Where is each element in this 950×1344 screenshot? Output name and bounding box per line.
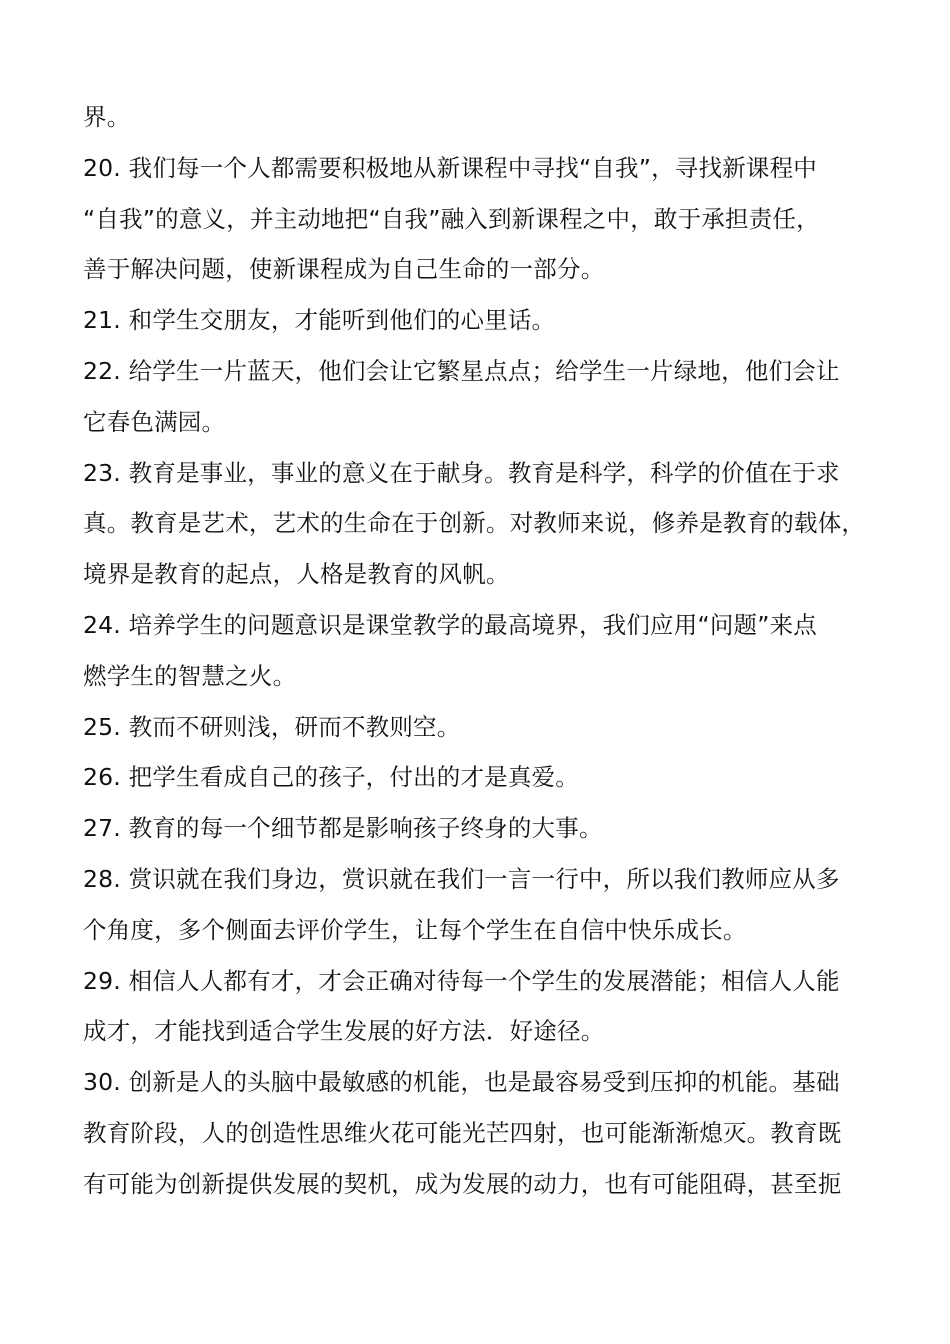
text-line: 26. 把学生看成自己的孩子，付出的才是真爱。 — [83, 763, 579, 792]
text-line: 它春色满园。 — [83, 407, 226, 436]
text-line: 27. 教育的每一个细节都是影响孩子终身的大事。 — [83, 814, 603, 843]
text-line: 21. 和学生交朋友，才能听到他们的心里话。 — [83, 306, 556, 335]
text-line: 22. 给学生一片蓝天，他们会让它繁星点点；给学生一片绿地，他们会让 — [83, 356, 840, 385]
text-line: 25. 教而不研则浅，研而不教则空。 — [83, 712, 461, 741]
text-line: “自我”的意义，并主动地把“自我”融入到新课程之中，敢于承担责任， — [83, 204, 820, 233]
text-line: 界。 — [83, 103, 131, 131]
text-line: 教育阶段，人的创造性思维火花可能光芒四射，也可能渐渐熄灭。教育既 — [83, 1118, 842, 1147]
text-line: 20. 我们每一个人都需要积极地从新课程中寻找“自我”，寻找新课程中 — [83, 153, 817, 182]
text-line: 30. 创新是人的头脑中最敏感的机能，也是最容易受到压抑的机能。基础 — [83, 1068, 840, 1097]
text-line: 燃学生的智慧之火。 — [83, 661, 297, 690]
text-line: 28. 赏识就在我们身边，赏识就在我们一言一行中，所以我们教师应从多 — [83, 864, 840, 893]
text-line: 成才，才能找到适合学生发展的好方法．好途径。 — [83, 1017, 605, 1046]
text-line: 有可能为创新提供发展的契机，成为发展的动力，也有可能阻碍，甚至扼 — [83, 1169, 842, 1198]
text-line: 23. 教育是事业，事业的意义在于献身。教育是科学，科学的价值在于求 — [83, 458, 840, 487]
text-line: 善于解决问题，使新课程成为自己生命的一部分。 — [83, 255, 605, 284]
text-line: 真。教育是艺术，艺术的生命在于创新。对教师来说，修养是教育的载体， — [83, 509, 866, 538]
text-line: 境界是教育的起点，人格是教育的风帆。 — [83, 560, 510, 589]
document-page — [83, 92, 883, 1210]
text-line: 个角度，多个侧面去评价学生，让每个学生在自信中快乐成长。 — [83, 915, 747, 944]
text-line: 29. 相信人人都有才，才会正确对待每一个学生的发展潜能；相信人人能 — [83, 966, 840, 995]
text-line: 24. 培养学生的问题意识是课堂教学的最高境界，我们应用“问题”来点 — [83, 610, 817, 639]
